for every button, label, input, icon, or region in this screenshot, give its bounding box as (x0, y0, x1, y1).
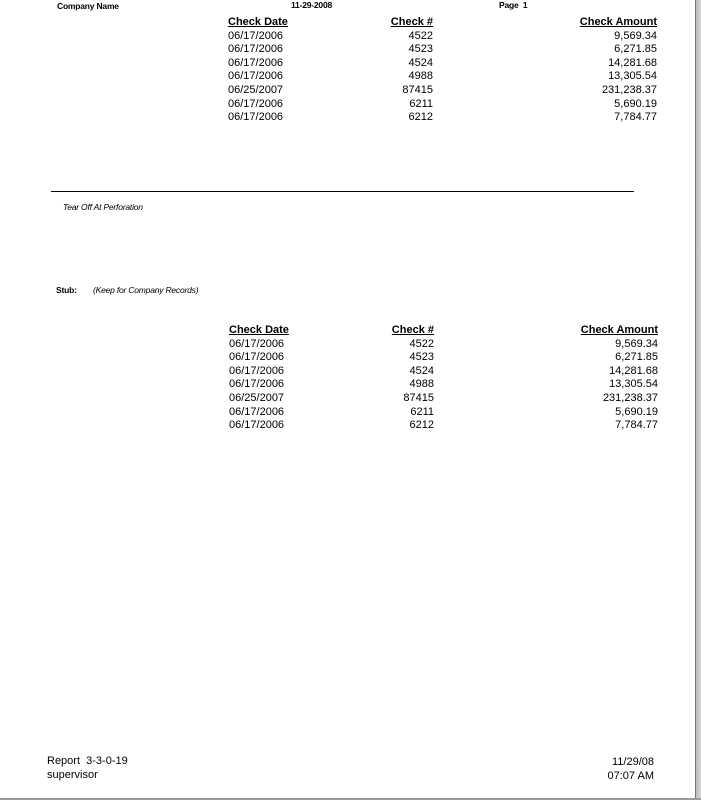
check-number-header: Check # (390, 16, 433, 28)
check-date-cell: 06/17/2006 (228, 111, 284, 124)
stub-note: (Keep for Company Records) (93, 285, 199, 295)
check-number-cell: 4988 (408, 70, 433, 83)
check-amount-cell: 7,784.77 (615, 419, 658, 432)
check-date-cell: 06/17/2006 (228, 29, 284, 42)
check-date-column (229, 324, 289, 433)
check-amount-column (569, 324, 658, 433)
check-number-cell: 4522 (408, 29, 433, 42)
check-number-cell: 4523 (409, 351, 434, 364)
check-amount-cell: 6,271.85 (615, 351, 658, 364)
check-number-column (388, 16, 433, 125)
footer-date: 11/29/08 (611, 756, 654, 768)
footer-time: 07:07 AM (607, 769, 654, 782)
check-number-cell: 6211 (410, 405, 434, 418)
check-date-header: Check Date (228, 16, 288, 28)
check-number-cell: 4522 (409, 337, 434, 350)
check-amount-cell: 13,305.54 (608, 70, 657, 83)
check-date-cell: 06/17/2006 (228, 97, 284, 110)
check-date-cell: 06/17/2006 (229, 351, 285, 364)
check-date-cell: 06/17/2006 (228, 70, 284, 83)
user-name: supervisor (47, 768, 98, 781)
check-date-cell: 06/17/2006 (229, 364, 285, 377)
check-date-cell: 06/17/2006 (229, 378, 285, 391)
check-amount-cell: 231,238.37 (601, 83, 657, 96)
check-amount-cell: 14,281.68 (609, 364, 658, 377)
check-number-cell: 4988 (409, 378, 434, 391)
check-amount-column (568, 16, 657, 125)
check-number-cell: 6211 (409, 97, 433, 110)
check-amount-header: Check Amount (580, 324, 658, 336)
check-amount-cell: 6,271.85 (614, 43, 657, 56)
page-label: Page (499, 0, 519, 10)
check-date-cell: 06/25/2007 (229, 391, 285, 404)
footer-left (47, 755, 128, 782)
page-number: 1 (522, 0, 528, 10)
perforation-label: Tear Off At Perforation (63, 202, 143, 212)
check-number-cell: 4524 (409, 364, 434, 377)
check-number-cell: 6212 (409, 419, 434, 432)
check-date-cell: 06/17/2006 (229, 337, 285, 350)
perforation-line (51, 191, 634, 192)
check-date-header: Check Date (229, 324, 289, 336)
page-edge-shadow (695, 0, 701, 800)
company-name: Company Name (57, 1, 119, 11)
check-number-cell: 87415 (402, 83, 433, 96)
page-indicator (499, 0, 527, 10)
check-number-header: Check # (391, 324, 434, 336)
check-amount-header: Check Amount (579, 16, 657, 28)
check-number-cell: 6212 (408, 111, 433, 124)
check-amount-cell: 5,690.19 (614, 97, 657, 110)
footer-right (604, 756, 654, 783)
report-date: 11-29-2008 (291, 0, 333, 10)
check-amount-cell: 7,784.77 (614, 111, 657, 124)
check-date-column (228, 16, 288, 125)
check-date-cell: 06/17/2006 (229, 405, 285, 418)
stub-label: Stub: (56, 285, 77, 295)
check-number-column (389, 324, 434, 433)
check-date-cell: 06/25/2007 (228, 83, 284, 96)
check-number-cell: 4524 (408, 56, 433, 69)
check-amount-cell: 231,238.37 (602, 391, 658, 404)
check-amount-cell: 9,569.34 (615, 337, 658, 350)
check-amount-cell: 14,281.68 (608, 56, 657, 69)
check-date-cell: 06/17/2006 (228, 56, 284, 69)
check-number-cell: 4523 (408, 43, 433, 56)
check-amount-cell: 9,569.34 (614, 29, 657, 42)
check-date-cell: 06/17/2006 (229, 419, 285, 432)
check-amount-cell: 13,305.54 (609, 378, 658, 391)
check-date-cell: 06/17/2006 (228, 43, 284, 56)
report-id: Report 3-3-0-19 (47, 755, 128, 767)
check-amount-cell: 5,690.19 (615, 405, 658, 418)
check-number-cell: 87415 (403, 391, 434, 404)
